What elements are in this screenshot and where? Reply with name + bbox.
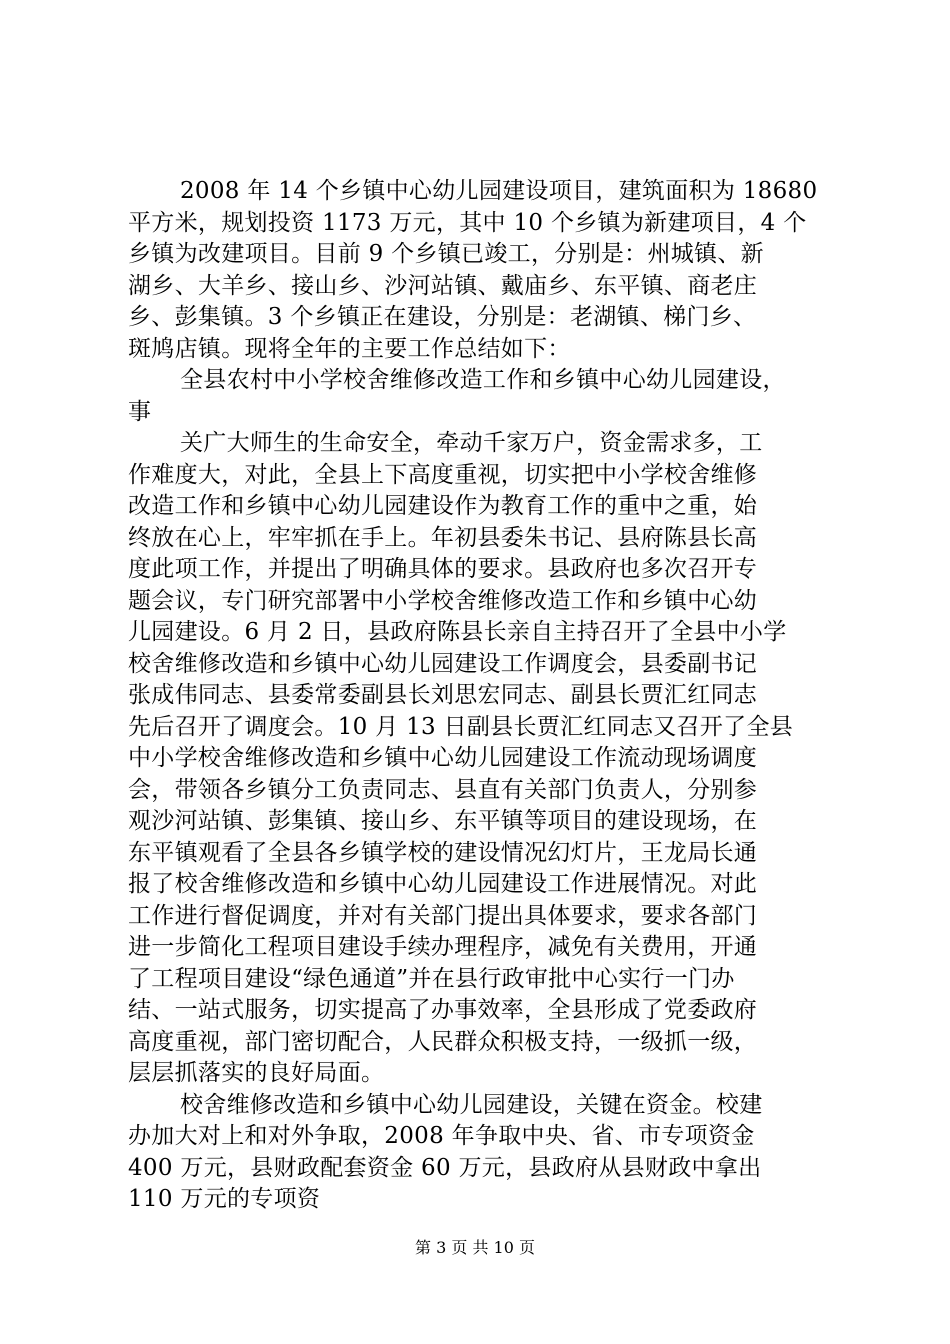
text-line: 观沙河站镇、彭集镇、接山乡、东平镇等项目的建设现场，在 [128,808,758,834]
text-line: 终放在心上，牢牢抓在手上。年初县委朱书记、县府陈县长高 [128,524,758,551]
text-line: 结、一站式服务，切实提高了办事效率，全县形成了党委政府 [128,997,758,1023]
text-line: 题会议，专门研究部署中小学校舍维修改造工作和乡镇中心幼 [128,587,758,614]
text-line: 事 [128,398,152,425]
text-line: 儿园建设。6 月 2 日，县政府陈县长亲自主持召开了全县中小学 [128,619,787,645]
text-line: 平方米，规划投资 1173 万元，其中 10 个乡镇为新建项目，4 个 [128,209,807,236]
text-line: 乡镇为改建项目。目前 9 个乡镇已竣工，分别是：州城镇、新 [128,241,764,267]
text-line: 层层抓落实的良好局面。 [128,1060,385,1086]
text-line: 报了校舍维修改造和乡镇中心幼儿园建设工作进展情况。对此 [128,871,758,897]
text-line: 东平镇观看了全县各乡镇学校的建设情况幻灯片，王龙局长通 [128,839,758,866]
text-line: 先后召开了调度会。10 月 13 日副县长贾汇红同志又召开了全县 [128,713,794,740]
text-line: 张成伟同志、县委常委副县长刘思宏同志、副县长贾汇红同志 [128,682,758,708]
text-line: 乡、彭集镇。3 个乡镇正在建设，分别是：老湖镇、梯门乡、 [128,304,757,330]
text-line: 2008 年 14 个乡镇中心幼儿园建设项目，建筑面积为 18680 [180,178,818,204]
page-footer: 第 3 页 共 10 页 [415,1238,535,1257]
text-line: 校舍维修改造和乡镇中心幼儿园建设，关键在资金。校建 [180,1091,763,1118]
text-line: 办加大对上和对外争取，2008 年争取中央、省、市专项资金 [128,1123,755,1149]
text-line: 会，带领各乡镇分工负责同志、县直有关部门负责人，分别参 [128,776,758,803]
text-line: 全县农村中小学校舍维修改造工作和乡镇中心幼儿园建设， [180,367,786,393]
document-body [128,176,836,1216]
text-line: 高度重视，部门密切配合，人民群众积极支持，一级抓一级， [128,1028,758,1055]
text-line: 度此项工作，并提出了明确具体的要求。县政府也多次召开专 [128,556,758,582]
text-line: 斑鸠店镇。现将全年的主要工作总结如下： [128,335,571,362]
text-line: 作难度大，对此，全县上下高度重视，切实把中小学校舍维修 [128,461,758,488]
text-line: 400 万元，县财政配套资金 60 万元，县政府从县财政中拿出 [128,1154,762,1181]
text-line: 湖乡、大羊乡、接山乡、沙河站镇、戴庙乡、东平镇、商老庄 [128,272,758,299]
text-line: 改造工作和乡镇中心幼儿园建设作为教育工作的重中之重，始 [128,493,758,519]
text-line: 关广大师生的生命安全，牵动千家万户，资金需求多，工 [180,430,763,456]
text-line: 中小学校舍维修改造和乡镇中心幼儿园建设工作流动现场调度 [128,745,758,771]
text-line: 工作进行督促调度，并对有关部门提出具体要求，要求各部门 [128,902,758,929]
text-line: 校舍维修改造和乡镇中心幼儿园建设工作调度会，县委副书记 [128,650,758,677]
text-line: 进一步简化工程项目建设手续办理程序，减免有关费用，开通 [128,934,758,960]
text-line: 110 万元的专项资 [128,1186,321,1212]
text-line: 了工程项目建设“绿色通道”并在县行政审批中心实行一门办 [128,965,735,992]
